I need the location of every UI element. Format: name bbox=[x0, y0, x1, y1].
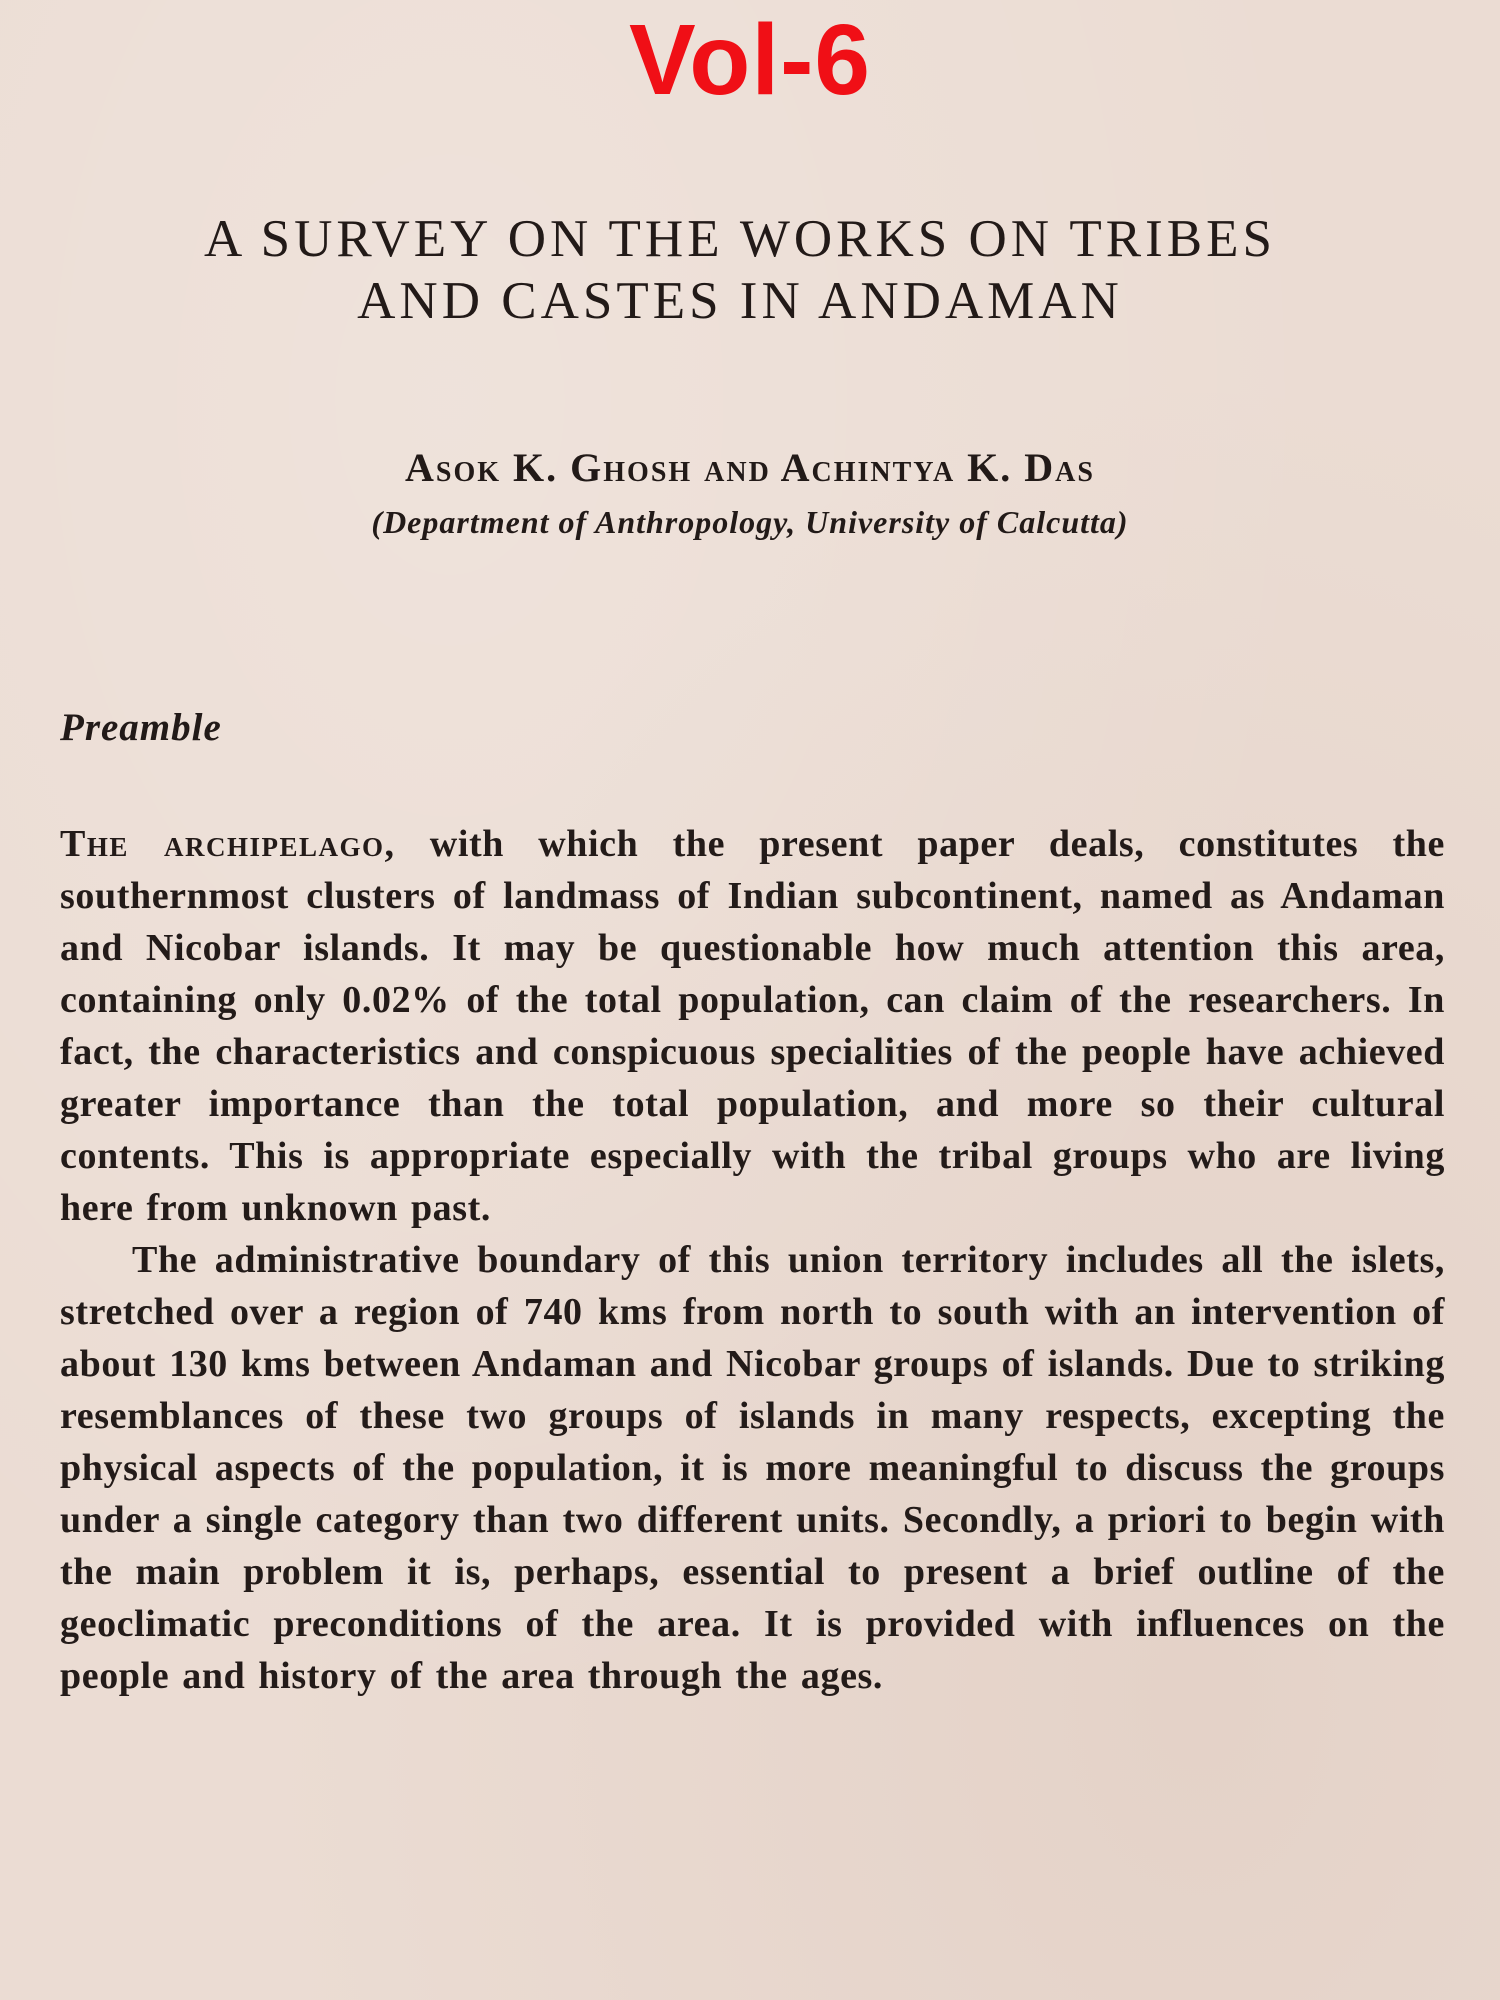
paper-title-line-2: AND CASTES IN ANDAMAN bbox=[357, 271, 1123, 330]
author-affiliation: (Department of Anthropology, University of Calcutta) bbox=[371, 504, 1129, 540]
section-heading-preamble: Preamble bbox=[60, 706, 222, 749]
author-names: Asok K. Ghosh and Achintya K. Das bbox=[405, 445, 1095, 490]
paragraph-1 bbox=[60, 818, 1445, 1234]
volume-label: Vol-6 bbox=[628, 4, 872, 116]
paper-title bbox=[60, 208, 1420, 332]
paragraph-1-text: with which the present paper deals, constitutes the southernmost clusters of landmass of Indian subcontinent, named as Andaman and Nicobar islands. It may be questionable how much attention this area, containing only 0.02% of the total population, can claim of the researchers. In fact, the characteristics and conspicuous specialities of the people have achieved greater importance than the total population, and more so their cultural contents. This is appropriate especially with the tribal groups who are living here from unknown past. bbox=[60, 823, 1445, 1229]
paragraph-1-lead-in: The archipelago, bbox=[60, 823, 396, 865]
body-text bbox=[60, 818, 1445, 1702]
paragraph-2: The administrative boundary of this union territory includes all the islets, stretched over a region of 740 kms from north to south with an intervention of about 130 kms between Andaman and Nicobar groups of islands. Due to striking resemblances of these two groups of islands in many respects, excepting the physical aspects of the population, it is more meaningful to discuss the groups under a single category than two different units. Secondly, a priori to begin with the main problem it is, perhaps, essential to present a brief outline of the geoclimatic preconditions of the area. It is provided with influences on the people and history of the area through the ages. bbox=[60, 1239, 1445, 1697]
paper-title-line-1: A SURVEY ON THE WORKS ON TRIBES bbox=[204, 209, 1276, 268]
